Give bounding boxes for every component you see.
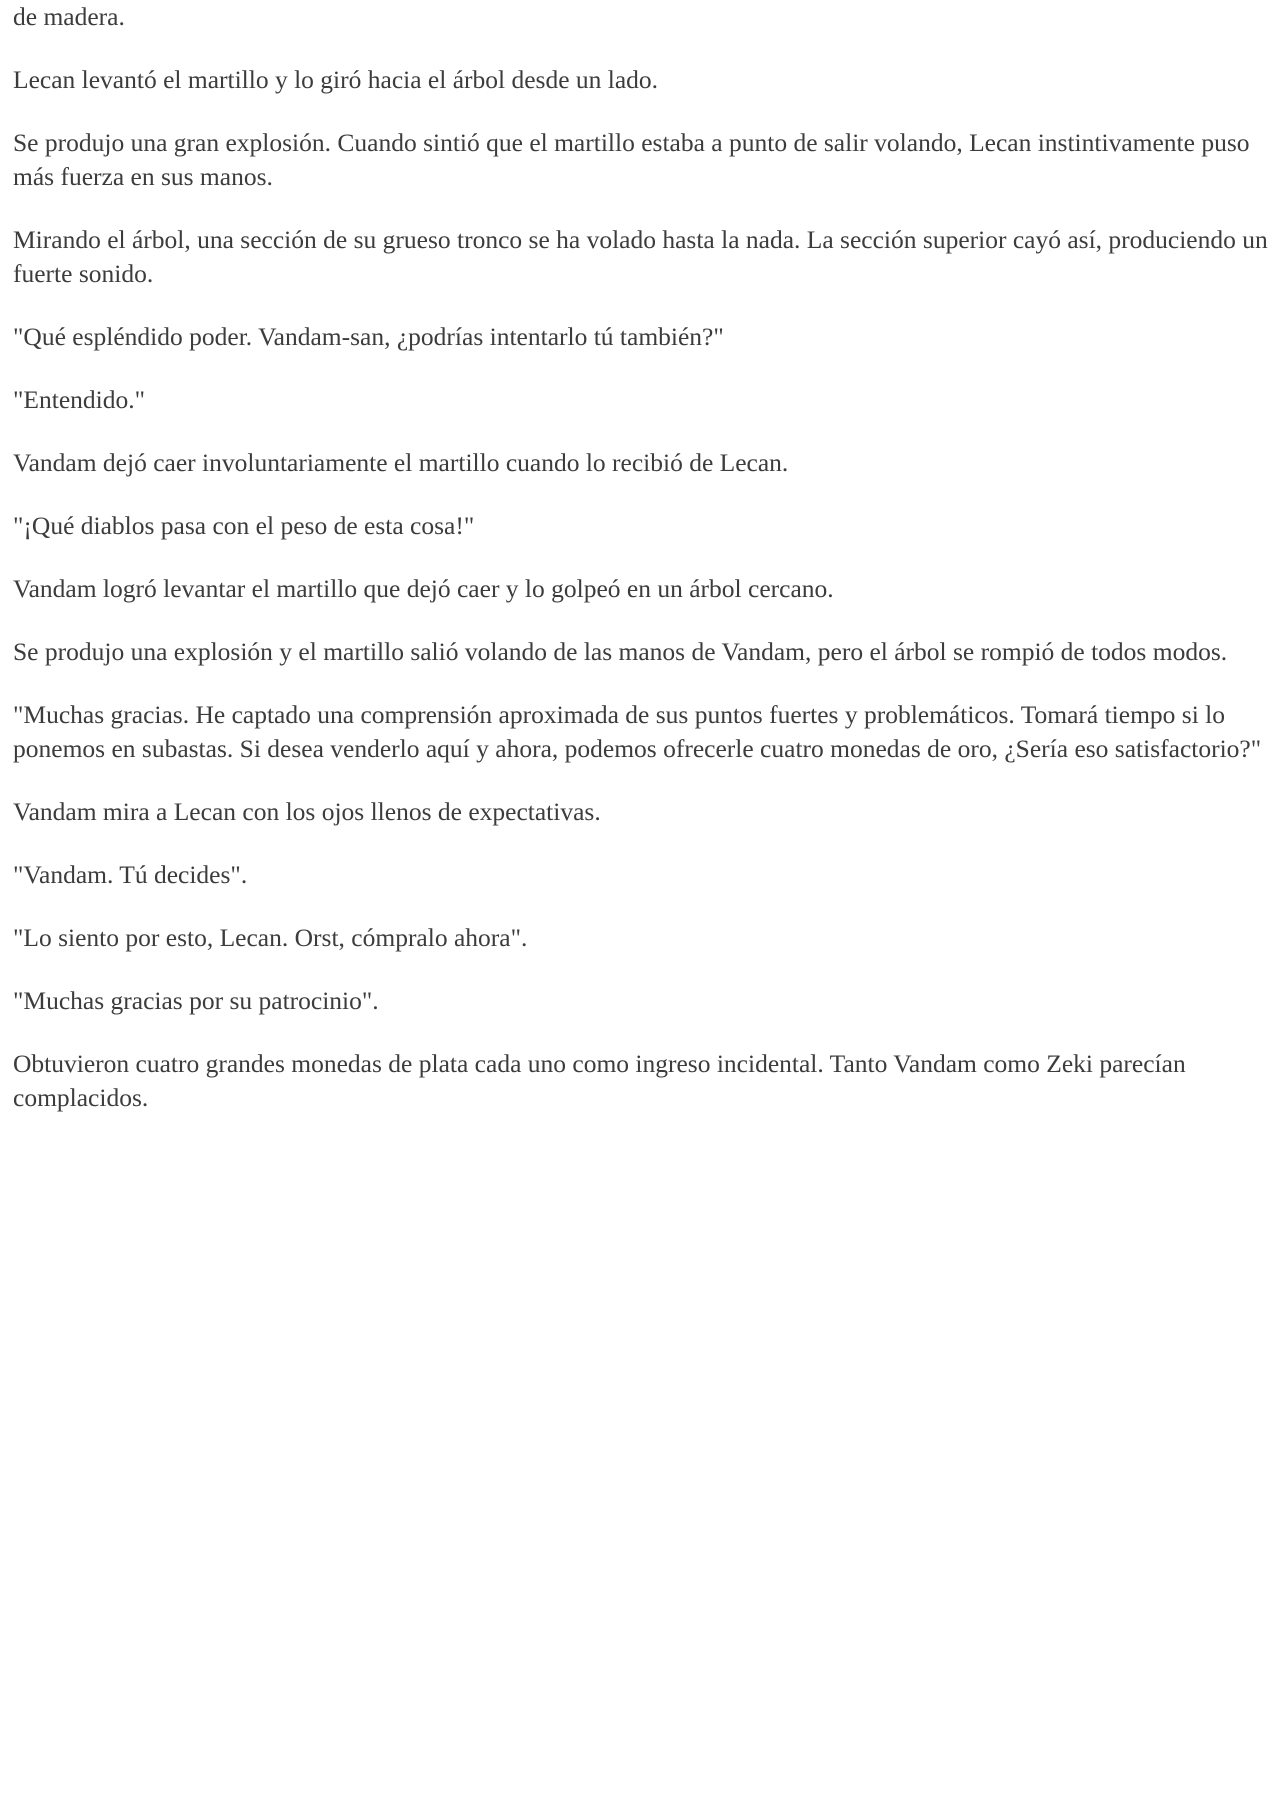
paragraph: Se produjo una explosión y el martillo salió volando de las manos de Vandam, pero el árbol se rompió de todos modos. xyxy=(13,637,1228,666)
dialogue-paragraph: "¡Qué diablos pasa con el peso de esta cosa!" xyxy=(13,511,475,540)
paragraph: Obtuvieron cuatro grandes monedas de plata cada uno como ingreso incidental. Tanto Vandam como Zeki parecían complacidos. xyxy=(13,1049,1186,1112)
dialogue-paragraph: "Entendido." xyxy=(13,385,146,414)
dialogue-paragraph: "Vandam. Tú decides". xyxy=(13,860,248,889)
dialogue-paragraph: "Qué espléndido poder. Vandam-san, ¿podrías intentarlo tú también?" xyxy=(13,322,724,351)
paragraph: Lecan levantó el martillo y lo giró hacia el árbol desde un lado. xyxy=(13,65,659,94)
paragraph: Vandam mira a Lecan con los ojos llenos de expectativas. xyxy=(13,797,601,826)
paragraph: de madera. xyxy=(13,2,125,31)
paragraph: Vandam dejó caer involuntariamente el martillo cuando lo recibió de Lecan. xyxy=(13,448,789,477)
dialogue-paragraph: "Lo siento por esto, Lecan. Orst, cómpralo ahora". xyxy=(13,923,528,952)
paragraph: Mirando el árbol, una sección de su grueso tronco se ha volado hasta la nada. La sección superior cayó así, produciendo un fuerte sonido. xyxy=(13,225,1268,288)
paragraph: Se produjo una gran explosión. Cuando sintió que el martillo estaba a punto de salir volando, Lecan instintivamente puso más fuerza en sus manos. xyxy=(13,128,1250,191)
document-body xyxy=(13,0,1270,1144)
paragraph: Vandam logró levantar el martillo que dejó caer y lo golpeó en un árbol cercano. xyxy=(13,574,834,603)
dialogue-paragraph: "Muchas gracias. He captado una comprensión aproximada de sus puntos fuertes y problemáticos. Tomará tiempo si lo ponemos en subastas. Si desea venderlo aquí y ahora, podemos ofrecerle cuatro monedas de oro, ¿Sería eso satisfactorio?" xyxy=(13,700,1262,763)
dialogue-paragraph: "Muchas gracias por su patrocinio". xyxy=(13,986,379,1015)
